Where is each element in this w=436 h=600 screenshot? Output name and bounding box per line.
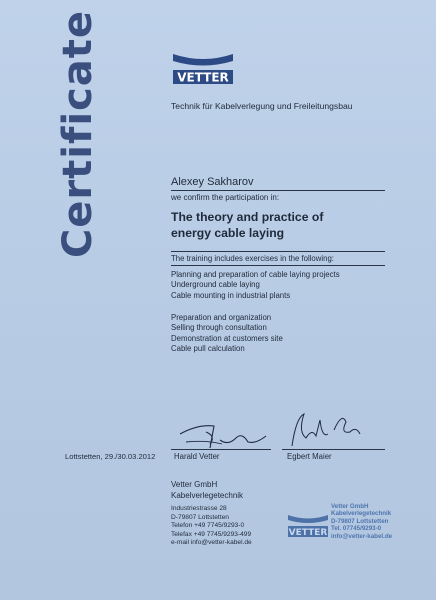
signature-egbert-maier [284, 408, 364, 452]
address-line: D-79807 Lottstetten [171, 513, 229, 521]
stamp-text: Vetter GmbH Kabelverlegetechnik D-79807 Lottstetten Tel. 07745/9293-0 info@vetter-kabel.de [331, 503, 393, 540]
address-line: Industriestrasse 28 [171, 505, 227, 512]
company-stamp [287, 503, 409, 545]
recipient-name: Alexey Sakharov [171, 176, 254, 188]
list-item: Demonstration at customers site [171, 333, 283, 343]
address-line: Telefax +49 7745/9293-499 [171, 530, 252, 538]
training-list-2 [171, 313, 283, 355]
stamp-logo-icon [287, 513, 329, 539]
company-address [171, 505, 252, 548]
company-block: Vetter GmbH Kabelverlegetechnik [171, 480, 244, 500]
company-tagline: Technik für Kabelverlegung und Freileitungsbau [171, 101, 353, 111]
list-item: Preparation and organization [171, 313, 272, 322]
divider [171, 190, 385, 191]
list-item: Selling through consultation [171, 323, 267, 333]
confirm-text: we confirm the participation in: [171, 193, 280, 202]
vetter-logo-icon [171, 52, 235, 86]
signer-name-2: Egbert Maier [287, 452, 332, 461]
address-line: Telefon +49 7745/9293-0 [171, 522, 245, 530]
signature-line [282, 449, 385, 450]
training-intro: The training includes exercises in the following: [171, 254, 334, 263]
divider [171, 265, 385, 266]
training-list-1 [171, 270, 340, 301]
signature-harald-vetter [176, 418, 272, 452]
list-item: Cable pull calculation [171, 344, 245, 354]
certificate-title: Certificate [55, 9, 102, 259]
svg-text:VETTER: VETTER [288, 528, 328, 539]
address-line: e-mail info@vetter-kabel.de [171, 539, 252, 547]
place-date: Lottstetten, 29./30.03.2012 [65, 452, 156, 461]
signer-name-1: Harald Vetter [174, 452, 220, 461]
list-item: Planning and preparation of cable laying projects [171, 270, 340, 279]
signature-line [171, 449, 271, 450]
divider [171, 251, 385, 252]
list-item: Underground cable laying [171, 280, 260, 290]
list-item: Cable mounting in industrial plants [171, 290, 291, 300]
course-title: The theory and practice of energy cable laying [171, 210, 324, 240]
svg-text:VETTER: VETTER [177, 70, 229, 85]
